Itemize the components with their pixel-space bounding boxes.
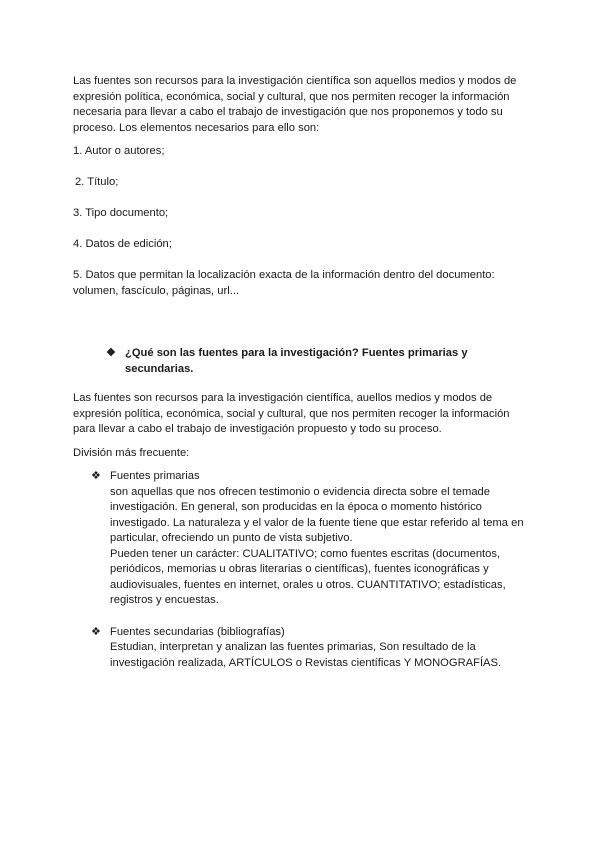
- secondary-sources-item: [73, 625, 525, 672]
- definition-paragraph: Las fuentes son recursos para la investigación científica, auellos medios y modos de expresión política, económica, social y cultural, que nos permiten recoger la información para llevar a cabo el trabajo de investigación propuesto y todo su proceso.: [73, 392, 510, 435]
- primary-sources-title: Fuentes primarias: [110, 470, 200, 482]
- list-item-author: 1. Autor o autores;: [73, 145, 165, 157]
- list-item-document-type: 3. Tipo documento;: [73, 207, 169, 219]
- primary-sources-item: [73, 469, 525, 609]
- diamond-bullet-icon: ❖: [106, 347, 116, 359]
- secondary-sources-title: Fuentes secundarias (bibliografías): [110, 625, 285, 638]
- section-heading-text: ¿Qué son las fuentes para la investigación? Fuentes primarias y secundarias.: [125, 347, 468, 375]
- diamond-bullet-icon: ❖: [91, 625, 101, 638]
- primary-sources-types: Pueden tener un carácter: CUALITATIVO; como fuentes escritas (documentos, periódicos, memorias u obras literarias o científicas), fuentes iconográficas y audiovisuales, fuentes en internet, orales u otros. CUANTITATIVO; estadísticas, registros y encuestas.: [110, 547, 506, 606]
- division-label: División más frecuente:: [73, 446, 190, 459]
- secondary-sources-body: Estudian, interpretan y analizan las fuentes primarias, Son resultado de la investigación realizada, ARTÍCULOS o Revistas científicas Y MONOGRAFÍAS.: [110, 641, 502, 669]
- diamond-bullet-icon: ❖: [91, 470, 101, 482]
- list-item-location-data: 5. Datos que permitan la localización exacta de la información dentro del documento: volumen, fascículo, páginas, url...: [73, 269, 495, 297]
- intro-paragraph: Las fuentes son recursos para la investigación científica son aquellos medios y modos de expresión política, económica, social y cultural, que nos permiten recoger la información necesaria para llevar a cabo el trabajo de investigación que nos proponemos y todo su proceso. Los elementos necesarios para ello son:: [73, 75, 517, 134]
- document-content: [73, 74, 525, 687]
- list-item-edition-data: 4. Datos de edición;: [73, 238, 172, 250]
- section-heading: [73, 346, 525, 377]
- list-item-title: 2. Título;: [75, 176, 119, 188]
- primary-sources-body: son aquellas que nos ofrecen testimonio o evidencia directa sobre el temade investigación. En general, son producidas en la época o momento histórico investigado. La naturaleza y el valor de la fuente tiene que estar referido al tema en particular, ofreciendo un punto de vista subjetivo.: [110, 485, 524, 544]
